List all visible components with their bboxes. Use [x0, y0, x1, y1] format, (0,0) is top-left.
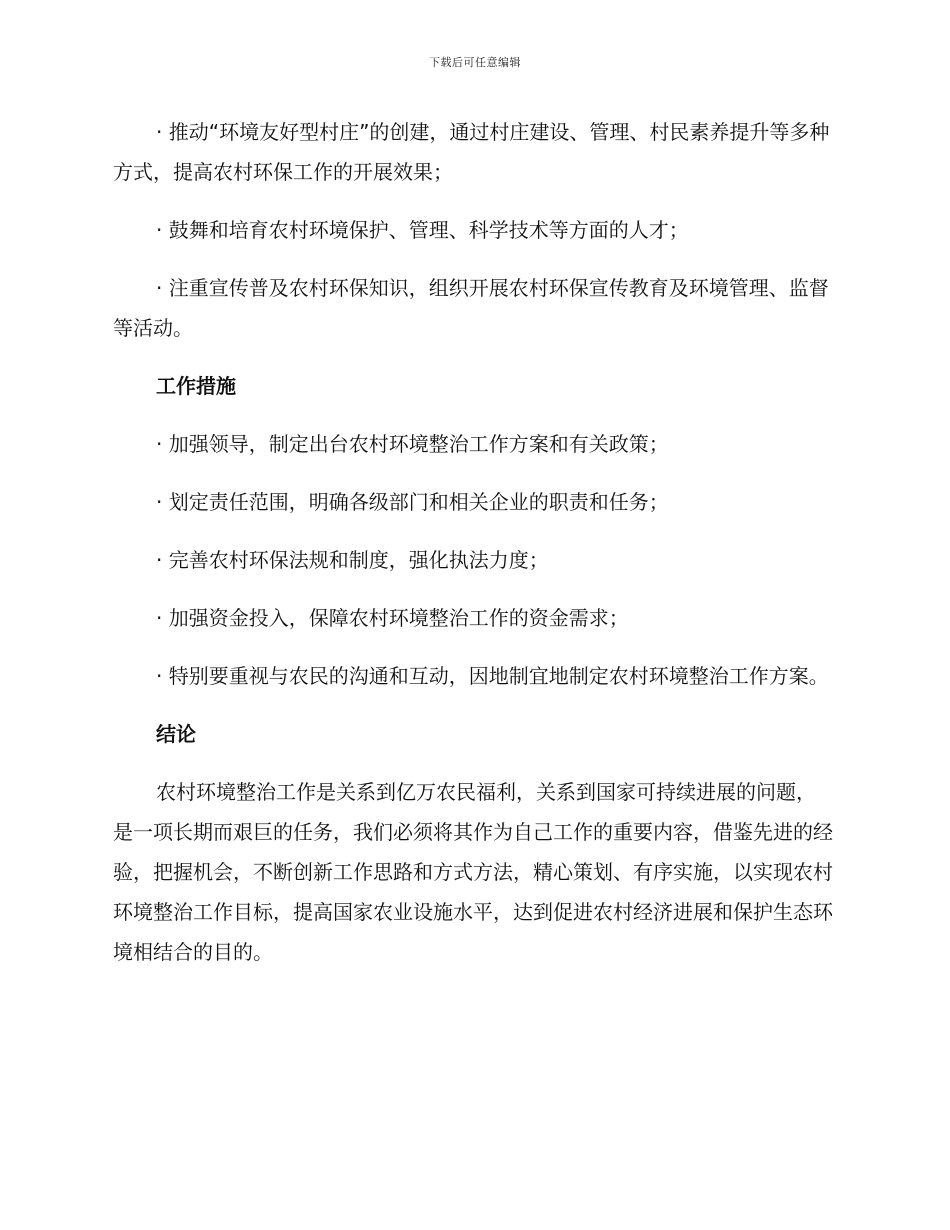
bullet-item-leadership: · 加强领导，制定出台农村环境整治工作方案和有关政策； [156, 432, 669, 456]
section-heading-measures: 工作措施 [156, 374, 236, 398]
bullet-item-regulations: · 完善农村环保法规和制度，强化执法力度； [156, 548, 549, 572]
bullet-item-village-creation: · 推动“环境友好型村庄”的创建，通过村庄建设、管理、村民素养提升等多种方式，提高农村环保工作的开展效果； [113, 120, 830, 184]
page-header: 下载后可任意编辑 [429, 56, 521, 69]
bullet-item-funding: · 加强资金投入，保障农村环境整治工作的资金需求； [156, 606, 629, 630]
bullet-item-publicity-education: · 注重宣传普及农村环保知识，组织开展农村环保宣传教育及环境管理、监督等活动。 [113, 276, 829, 340]
bullet-item-farmer-communication: · 特别要重视与农民的沟通和互动，因地制宜地制定农村环境整治工作方案。 [156, 664, 829, 688]
conclusion-paragraph: 农村环境整治工作是关系到亿万农民福利，关系到国家可持续进展的问题，是一项长期而艰巨的任务，我们必须将其作为自己工作的重要内容，借鉴先进的经验，把握机会，不断创新工作思路和方式方法，精心策划、有序实施，以实现农村环境整治工作目标，提高国家农业设施水平，达到促进农村经济进展和保护生态环境相结合的目的。 [113, 780, 833, 964]
document-body [113, 112, 833, 972]
bullet-item-talent-training: · 鼓舞和培育农村环境保护、管理、科学技术等方面的人才； [156, 218, 689, 242]
section-heading-conclusion: 结论 [156, 722, 196, 746]
bullet-item-responsibility: · 划定责任范围，明确各级部门和相关企业的职责和任务； [156, 490, 669, 514]
